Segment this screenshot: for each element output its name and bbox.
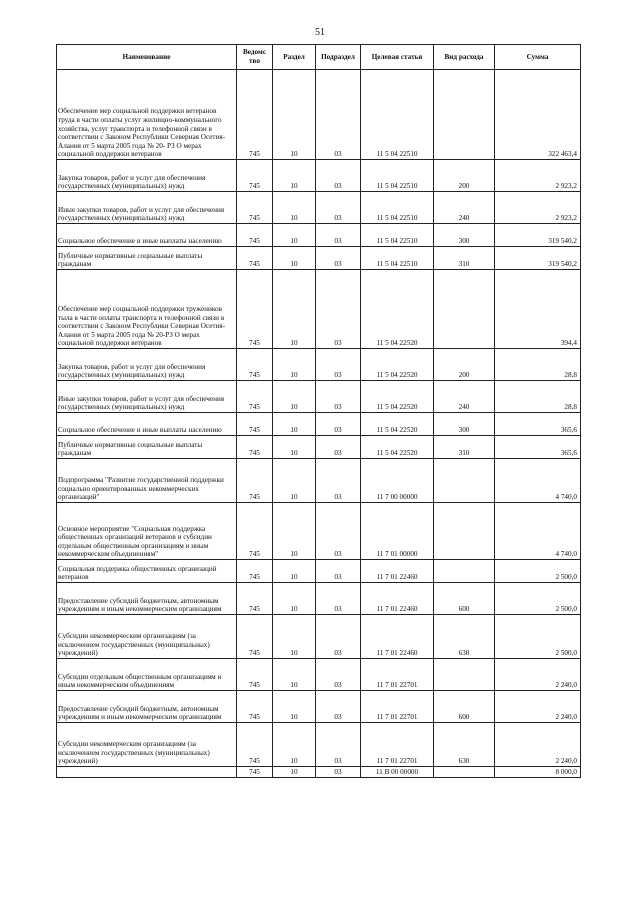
cell-sum: 365,6 [495,436,581,459]
cell-expense [434,503,495,560]
cell-name: Подпрограмма "Развитие государственной поддержки социально ориентированных некоммерческих организаций" [57,459,237,503]
cell-section: 10 [273,160,316,192]
cell-expense: 600 [434,691,495,723]
header-section: Раздел [273,45,316,70]
cell-dept: 745 [237,560,273,583]
cell-name: Социальная поддержка общественных организаций ветеранов [57,560,237,583]
cell-subsection: 03 [316,583,361,615]
cell-sum: 2 240,0 [495,723,581,767]
cell-name: Публичные нормативные социальные выплаты гражданам [57,436,237,459]
cell-target: 11 5 04 22510 [361,192,434,224]
header-subsection: Подраздел [316,45,361,70]
cell-sum: 2 923,2 [495,160,581,192]
cell-expense: 310 [434,247,495,270]
cell-section: 10 [273,459,316,503]
cell-subsection: 03 [316,270,361,349]
cell-name: Иные закупки товаров, работ и услуг для обеспечения государственных (муниципальных) нужд [57,381,237,413]
table-row [57,349,581,381]
cell-dept: 745 [237,270,273,349]
table-row [57,413,581,436]
table-row [57,615,581,659]
cell-name: Публичные нормативные социальные выплаты гражданам [57,247,237,270]
cell-target: 11 7 01 22460 [361,560,434,583]
cell-name: Закупка товаров, работ и услуг для обеспечения государственных (муниципальных) нужд [57,160,237,192]
cell-subsection: 03 [316,723,361,767]
cell-expense: 600 [434,583,495,615]
cell-expense: 240 [434,381,495,413]
cell-expense: 200 [434,160,495,192]
cell-section: 10 [273,413,316,436]
cell-section: 10 [273,503,316,560]
table-row [57,381,581,413]
cell-name: Субсидии некоммерческим организациям (за исключением государственных (муниципальных) учреждений) [57,723,237,767]
cell-sum: 2 500,0 [495,615,581,659]
cell-dept: 745 [237,583,273,615]
cell-target: 11 7 01 22701 [361,691,434,723]
cell-subsection: 03 [316,767,361,778]
table-row [57,503,581,560]
cell-subsection: 03 [316,615,361,659]
cell-expense [434,767,495,778]
cell-name: Закупка товаров, работ и услуг для обеспечения государственных (муниципальных) нужд [57,349,237,381]
table-body [57,70,581,778]
cell-section: 10 [273,349,316,381]
cell-subsection: 03 [316,247,361,270]
cell-expense [434,70,495,160]
cell-name: Основное мероприятие "Социальная поддержка общественных организаций ветеранов и субсидии отдельным общественным организациям и иным некоммерческим объединениям" [57,503,237,560]
cell-name: Предоставление субсидий бюджетным, автономным учреждениям и иным некоммерческим организациям [57,691,237,723]
cell-subsection: 03 [316,70,361,160]
cell-section: 10 [273,767,316,778]
cell-subsection: 03 [316,691,361,723]
budget-table [56,44,581,778]
cell-name [57,767,237,778]
cell-subsection: 03 [316,192,361,224]
cell-dept: 745 [237,503,273,560]
cell-expense [434,270,495,349]
table-row [57,560,581,583]
cell-target: 11 5 04 22520 [361,349,434,381]
table-row [57,583,581,615]
cell-sum: 2 500,0 [495,560,581,583]
cell-subsection: 03 [316,560,361,583]
cell-name: Социальное обеспечение и иные выплаты населению [57,413,237,436]
cell-section: 10 [273,247,316,270]
cell-sum: 394,4 [495,270,581,349]
cell-target: 11 7 01 22460 [361,615,434,659]
cell-dept: 745 [237,224,273,247]
cell-section: 10 [273,224,316,247]
cell-name: Обеспечение мер социальной поддержки тружеников тыла в части оплаты транспорта и телефонной связи в соответствии с Законом Республики Северная Осетия-Алания от 5 марта 2005 года № 20-РЗ О мерах социальной поддержки ветеранов [57,270,237,349]
cell-subsection: 03 [316,349,361,381]
cell-name: Предоставление субсидий бюджетным, автономным учреждениям и иным некоммерческим организациям [57,583,237,615]
cell-target: 11 7 01 22701 [361,659,434,691]
cell-name: Обеспечение мер социальной поддержки ветеранов труда в части оплаты услуг жилищно-коммунального хозяйства, услуг транспорта и телефонной связи в соответствии с Законом Республики Северная Осетия-Алания от 5 марта 2005 года № 20- РЗ О мерах социальной поддержки ветеранов [57,70,237,160]
header-expense: Вид расхода [434,45,495,70]
cell-target: 11 7 01 22460 [361,583,434,615]
cell-dept: 745 [237,70,273,160]
header-target: Целевая статья [361,45,434,70]
cell-section: 10 [273,583,316,615]
table-header-row [57,45,581,70]
cell-target: 11 5 04 22510 [361,247,434,270]
cell-dept: 745 [237,247,273,270]
cell-target: 11 5 04 22520 [361,381,434,413]
cell-dept: 745 [237,349,273,381]
cell-expense [434,560,495,583]
cell-expense: 300 [434,413,495,436]
table-row [57,70,581,160]
cell-sum: 365,6 [495,413,581,436]
cell-name: Субсидии отдельным общественным организациям и иным некоммерческим объединениям [57,659,237,691]
cell-subsection: 03 [316,224,361,247]
cell-target: 11 7 01 00000 [361,503,434,560]
table-row [57,459,581,503]
cell-subsection: 03 [316,659,361,691]
cell-section: 10 [273,723,316,767]
cell-section: 10 [273,192,316,224]
cell-dept: 745 [237,691,273,723]
cell-dept: 745 [237,615,273,659]
cell-section: 10 [273,436,316,459]
table-row [57,224,581,247]
table-row [57,723,581,767]
cell-section: 10 [273,270,316,349]
table-row [57,436,581,459]
table-row [57,247,581,270]
table-row [57,659,581,691]
cell-section: 10 [273,560,316,583]
cell-section: 10 [273,70,316,160]
cell-dept: 745 [237,459,273,503]
cell-sum: 2 500,0 [495,583,581,615]
cell-expense: 630 [434,723,495,767]
cell-dept: 745 [237,767,273,778]
cell-target: 11 7 00 00000 [361,459,434,503]
cell-sum: 4 740,0 [495,459,581,503]
cell-target: 11 5 04 22510 [361,70,434,160]
cell-sum: 28,8 [495,349,581,381]
cell-section: 10 [273,381,316,413]
cell-dept: 745 [237,413,273,436]
cell-target: 11 5 04 22520 [361,413,434,436]
cell-dept: 745 [237,723,273,767]
cell-subsection: 03 [316,160,361,192]
cell-target: 11 5 04 22520 [361,436,434,459]
cell-dept: 745 [237,192,273,224]
cell-expense [434,659,495,691]
cell-sum: 28,8 [495,381,581,413]
cell-section: 10 [273,691,316,723]
cell-name: Социальное обеспечение и иные выплаты населению [57,224,237,247]
cell-name: Иные закупки товаров, работ и услуг для обеспечения государственных (муниципальных) нужд [57,192,237,224]
table-row [57,192,581,224]
header-sum: Сумма [495,45,581,70]
page-number: 51 [315,27,325,38]
cell-dept: 745 [237,436,273,459]
table-row [57,160,581,192]
cell-dept: 745 [237,381,273,413]
cell-target: 11 7 01 22701 [361,723,434,767]
cell-sum: 2 240,0 [495,659,581,691]
table-row [57,270,581,349]
cell-sum: 2 240,0 [495,691,581,723]
cell-dept: 745 [237,160,273,192]
cell-sum: 322 463,4 [495,70,581,160]
cell-section: 10 [273,659,316,691]
cell-subsection: 03 [316,413,361,436]
header-dept: Ведомс тво [237,45,273,70]
cell-subsection: 03 [316,459,361,503]
table-row [57,767,581,778]
cell-expense: 630 [434,615,495,659]
header-name: Наименование [57,45,237,70]
cell-sum: 8 000,0 [495,767,581,778]
cell-expense: 300 [434,224,495,247]
cell-expense [434,459,495,503]
cell-dept: 745 [237,659,273,691]
cell-sum: 319 540,2 [495,224,581,247]
cell-name: Субсидии некоммерческим организациям (за исключением государственных (муниципальных) учреждений) [57,615,237,659]
cell-target: 11 5 04 22510 [361,224,434,247]
cell-sum: 319 540,2 [495,247,581,270]
cell-sum: 4 740,0 [495,503,581,560]
cell-subsection: 03 [316,503,361,560]
cell-subsection: 03 [316,436,361,459]
cell-target: 11 5 04 22520 [361,270,434,349]
cell-section: 10 [273,615,316,659]
cell-expense: 310 [434,436,495,459]
cell-sum: 2 923,2 [495,192,581,224]
cell-target: 11 В 00 00000 [361,767,434,778]
cell-expense: 240 [434,192,495,224]
cell-subsection: 03 [316,381,361,413]
cell-expense: 200 [434,349,495,381]
table-row [57,691,581,723]
cell-target: 11 5 04 22510 [361,160,434,192]
